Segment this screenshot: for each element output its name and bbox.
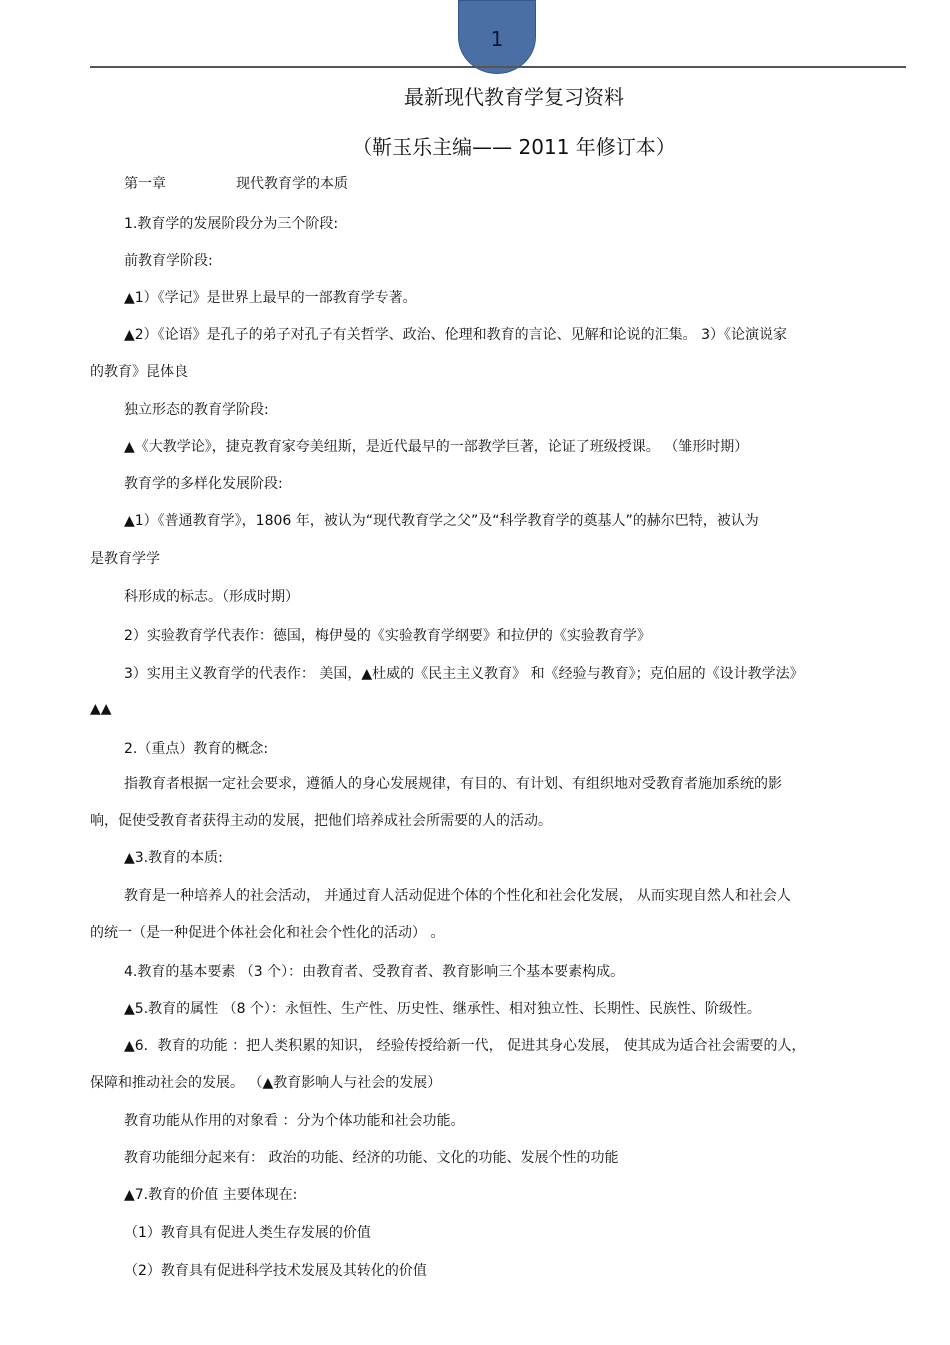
- page-number: 1: [490, 27, 504, 51]
- text-line: ▲5.教育的属性 （8 个）：永恒性、生产性、历史性、继承性、相对独立性、长期性、民族性、阶级性。: [124, 1001, 761, 1017]
- text-line: 3）实用主义教育学的代表作： 美国，▲杜威的《民主主义教育》 和《经验与教育》；克伯屈的《设计教学法》: [124, 666, 804, 682]
- text-line: （1）教育具有促进人类生存发展的价值: [124, 1225, 371, 1241]
- text-line: 科形成的标志。（形成时期）: [124, 589, 299, 605]
- chapter-name: 现代教育学的本质: [236, 176, 348, 192]
- text-line: 2.（重点）教育的概念:: [124, 741, 269, 757]
- text-line: ▲▲: [90, 701, 112, 717]
- document-subtitle: （靳玉乐主编—— 2011 年修订本）: [352, 135, 676, 159]
- text-line: 1.教育学的发展阶段分为三个阶段:: [124, 216, 339, 232]
- chapter-heading: [124, 175, 348, 193]
- text-line: ▲6．教育的功能 ：把人类积累的知识， 经验传授给新一代， 促进其身心发展， 使其成为适合社会需要的人，: [124, 1038, 806, 1054]
- text-line: （2）教育具有促进科学技术发展及其转化的价值: [124, 1263, 427, 1279]
- text-line: ▲1）《学记》是世界上最早的一部教育学专著。: [124, 290, 417, 306]
- text-line: 4.教育的基本要素 （3 个）：由教育者、受教育者、教育影响三个基本要素构成。: [124, 964, 625, 980]
- text-line: 保障和推动社会的发展。 （▲教育影响人与社会的发展）: [90, 1075, 442, 1091]
- page-number-badge: [458, 0, 536, 74]
- text-line: 2）实验教育学代表作：德国，梅伊曼的《实验教育学纲要》和拉伊的《实验教育学》: [124, 628, 651, 644]
- header-rule: [90, 66, 906, 68]
- text-line: 教育功能细分起来有： 政治的功能、经济的功能、文化的功能、发展个性的功能: [124, 1150, 619, 1166]
- document-title: 最新现代教育学复习资料: [404, 85, 624, 109]
- text-line: 响，促使受教育者获得主动的发展，把他们培养成社会所需要的人的活动。: [90, 813, 552, 829]
- chapter-label: 第一章: [124, 176, 166, 192]
- text-line: 前教育学阶段:: [124, 253, 213, 269]
- text-line: 指教育者根据一定社会要求，遵循人的身心发展规律，有目的、有计划、有组织地对受教育者施加系统的影: [124, 776, 782, 792]
- text-line: 教育学的多样化发展阶段:: [124, 476, 283, 492]
- text-line: ▲《大教学论》，捷克教育家夸美纽斯，是近代最早的一部教学巨著，论证了班级授课。 （雏形时期）: [124, 439, 749, 455]
- text-line: 教育功能从作用的对象看 ：分为个体功能和社会功能。: [124, 1113, 465, 1129]
- text-line: ▲1）《普通教育学》，1806 年，被认为“现代教育学之父”及“科学教育学的奠基人”的赫尔巴特，被认为: [124, 513, 759, 529]
- text-line: 的教育》昆体良: [90, 364, 188, 380]
- text-line: ▲2）《论语》是孔子的弟子对孔子有关哲学、政治、伦理和教育的言论、见解和论说的汇集。 3）《论演说家: [124, 327, 788, 343]
- text-line: ▲7.教育的价值 主要体现在:: [124, 1187, 298, 1203]
- text-line: 独立形态的教育学阶段:: [124, 402, 269, 418]
- text-line: ▲3.教育的本质:: [124, 850, 223, 866]
- text-line: 是教育学学: [90, 551, 160, 567]
- text-line: 教育是一种培养人的社会活动， 并通过育人活动促进个体的个性化和社会化发展， 从而实现自然人和社会人: [124, 888, 791, 904]
- text-line: 的统一（是一种促进个体社会化和社会个性化的活动） 。: [90, 925, 445, 941]
